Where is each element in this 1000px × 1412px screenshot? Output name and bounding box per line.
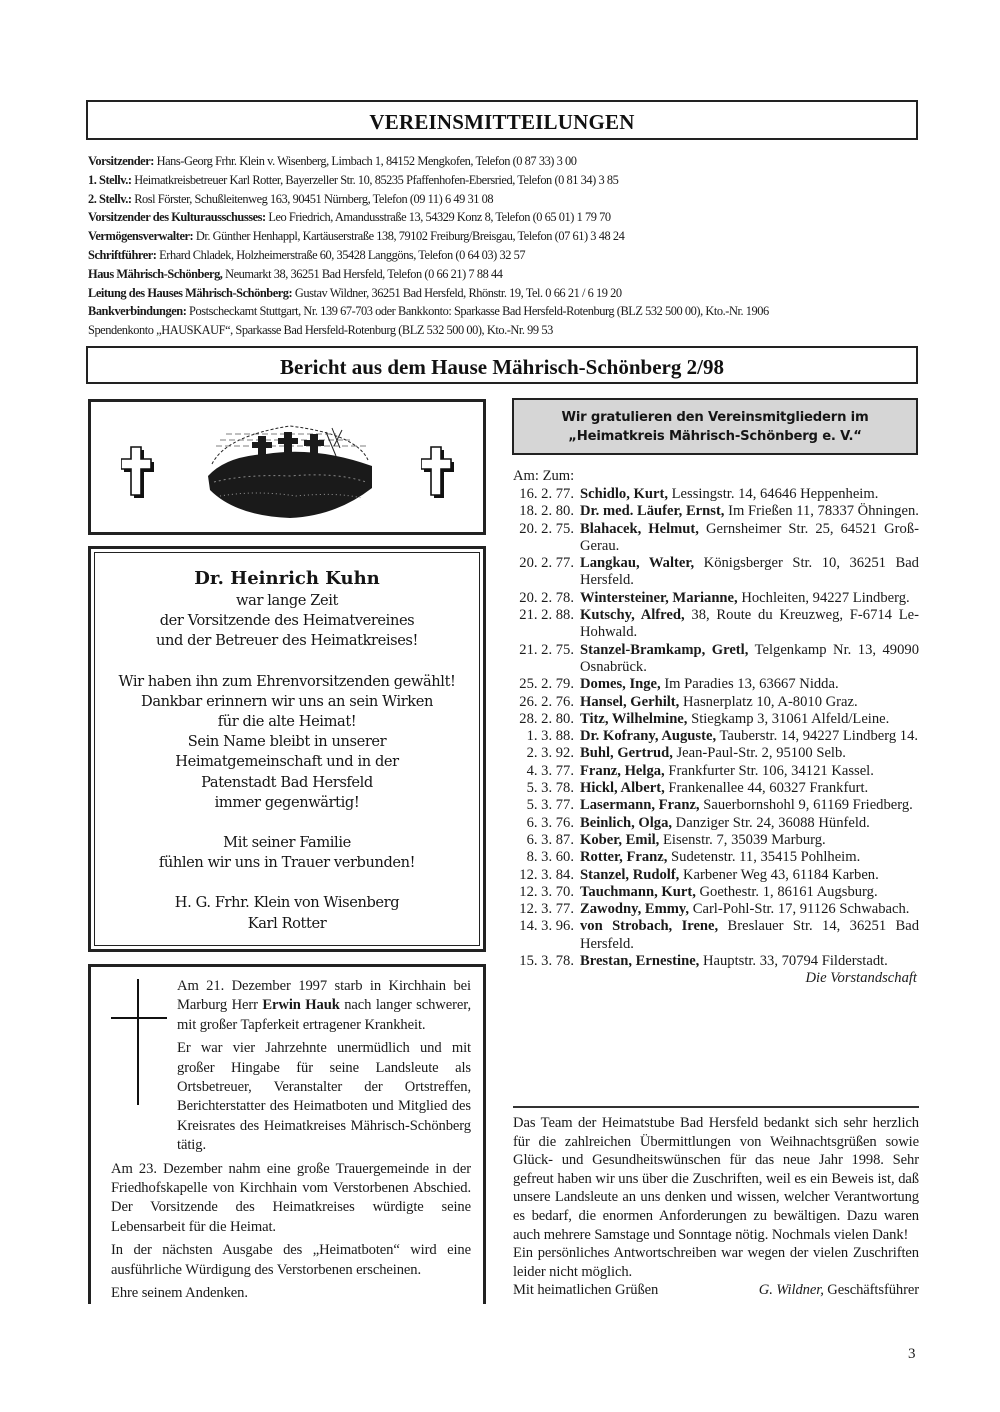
entry-date: 16. 2. 77. bbox=[519, 486, 574, 502]
obituary-line: Sein Name bleibt in unserer bbox=[187, 733, 387, 751]
entry-name: Blahacek, Helmut, bbox=[580, 520, 699, 537]
thanks-paragraph: Das Team der Heimatstube Bad Hersfeld bedankt sich sehr herzlich für die zahlreichen Übermittlungen von Weihnachtsgrüßen sowie Glück- und Gesundheitswünschen für das neue Jahr 1998. Sehr gefreut haben wir uns über die Zuschriften, weil es ein Beweis ist, daß unsere Landsleute an uns denken und wissen, welcher Verantwortung es bedarf, die enormen Anforderungen zu bewältigen. Dazu waren auch mehrere Samstage und Sonntage nötig. Nochmals vielen Dank! bbox=[513, 1115, 919, 1243]
entry-address: Goethestr. 1, 86161 Augsburg. bbox=[695, 883, 878, 900]
entry-name: Dr. med. Läufer, Ernst, bbox=[580, 503, 725, 520]
list-header: Am: Zum: bbox=[513, 468, 575, 484]
entry-address: Frankenallee 44, 60327 Frankfurt. bbox=[664, 780, 869, 797]
signer-role: Geschäftsführer bbox=[823, 1282, 919, 1299]
list-item bbox=[513, 503, 919, 520]
entry-address: Eisenstr. 7, 35039 Marburg. bbox=[659, 831, 826, 848]
entry-name: von Strobach, Irene, bbox=[580, 918, 719, 935]
thanks-closing-row bbox=[513, 1281, 919, 1300]
entry-name: Stanzel-Bramkamp, Gretl, bbox=[580, 641, 749, 658]
mourning-header-box bbox=[88, 399, 486, 535]
entry-address: Im Paradies 13, 63667 Nidda. bbox=[660, 676, 839, 693]
obituary-line: war lange Zeit bbox=[236, 592, 338, 609]
list-item bbox=[513, 590, 919, 607]
list-item bbox=[513, 832, 919, 849]
entry-address: Jean-Paul-Str. 2, 95100 Selb. bbox=[672, 745, 846, 762]
obituary-line: der Vorsitzende des Heimatvereines bbox=[159, 612, 415, 630]
entry-address: 38, Route du Kreuzweg, F-6714 Le-Hohwald. bbox=[580, 607, 919, 641]
cross-icon bbox=[421, 446, 455, 500]
contact-row bbox=[88, 321, 928, 340]
entry-name: Beinlich, Olga, bbox=[580, 814, 673, 831]
entry-name: Kober, Emil, bbox=[580, 831, 660, 848]
contact-text: Neumarkt 38, 36251 Bad Hersfeld, Telefon (0 66 21) 7 88 44 bbox=[222, 266, 503, 281]
congrats-signature: Die Vorstandschaft bbox=[805, 970, 917, 987]
entry-address: Frankfurter Str. 106, 34121 Kassel. bbox=[664, 762, 874, 779]
contact-label: 2. Stellv.: bbox=[88, 191, 132, 206]
entry-address: Stiegkamp 3, 31061 Alfeld/Leine. bbox=[687, 710, 890, 727]
contact-text: Hans-Georg Frhr. Klein v. Wisenberg, Limbach 1, 84152 Mengkofen, Telefon (0 87 33) 3 00 bbox=[153, 154, 577, 168]
entry-name: Kutschy, Alfred, bbox=[580, 607, 685, 624]
list-item bbox=[513, 694, 919, 711]
entry-date: 5. 3. 78. bbox=[526, 780, 574, 797]
text: Am 21. Dezember 1997 starb in Kirchhain bei Marburg Herr bbox=[177, 978, 471, 1014]
list-item bbox=[513, 676, 919, 693]
entry-address: Sudetenstr. 11, 35415 Pohlheim. bbox=[667, 849, 861, 866]
obituary-line: Patenstadt Bad Hersfeld bbox=[201, 773, 373, 791]
entry-date: 25. 2. 79. bbox=[519, 676, 574, 693]
contact-text: Spendenkonto „HAUSKAUF“, Sparkasse Bad Hersfeld-Rotenburg (BLZ 532 500 00), Kto.-Nr. 99 53 bbox=[88, 323, 553, 338]
entry-date: 6. 3. 87. bbox=[526, 831, 574, 848]
entry-address: Carl-Pohl-Str. 17, 91126 Schwabach. bbox=[689, 901, 910, 918]
section-divider bbox=[513, 1106, 919, 1108]
entry-date: 12. 3. 77. bbox=[519, 901, 574, 918]
obituary-line: immer gegenwärtig! bbox=[214, 793, 360, 811]
entry-name: Tauchmann, Kurt, bbox=[580, 883, 696, 900]
entry-date: 28. 2. 80. bbox=[519, 710, 574, 727]
contact-row bbox=[88, 227, 928, 246]
entry-date: 20. 2. 78. bbox=[519, 589, 574, 606]
entry-name: Rotter, Franz, bbox=[580, 849, 668, 866]
entry-name: Schidlo, Kurt, bbox=[580, 486, 668, 502]
section-title-vereinsmitteilungen: VEREINSMITTEILUNGEN bbox=[86, 100, 918, 140]
obituary-line: Heimatgemeinschaft und in der bbox=[175, 753, 399, 771]
entry-date: 21. 2. 88. bbox=[519, 607, 574, 624]
contact-row bbox=[88, 284, 928, 303]
list-item bbox=[513, 815, 919, 832]
entry-date: 20. 2. 77. bbox=[519, 555, 574, 572]
list-item bbox=[513, 780, 919, 797]
obituary-line: Mit seiner Familie bbox=[223, 834, 351, 852]
entry-name: Titz, Wilhelmine, bbox=[580, 710, 688, 727]
entry-name: Zawodny, Emmy, bbox=[580, 901, 690, 918]
list-item bbox=[513, 884, 919, 901]
obituary-signer: Karl Rotter bbox=[247, 914, 327, 932]
entry-address: Breslauer Str. 14, 36251 Bad Hersfeld. bbox=[580, 918, 919, 952]
entry-date: 14. 3. 96. bbox=[519, 918, 574, 935]
entry-address: Karbener Weg 43, 61184 Karben. bbox=[679, 866, 879, 883]
list-item bbox=[513, 953, 919, 970]
list-item bbox=[513, 918, 919, 953]
contact-text: Postscheckamt Stuttgart, Nr. 139 67-703 oder Bankkonto: Sparkasse Bad Hersfeld-Rotenburg (BLZ 532 500 00), Kto.-Nr. 1906 bbox=[186, 304, 769, 319]
contact-text: Rosl Förster, Schußleitenweg 163, 90451 Nürnberg, Telefon (09 11) 6 49 31 08 bbox=[131, 191, 494, 206]
entry-date: 2. 3. 92. bbox=[526, 745, 574, 762]
contact-row bbox=[88, 208, 928, 227]
text: nach langer schwerer, mit großer Tapferkeit ertragener Krankheit. bbox=[177, 997, 471, 1033]
entry-date: 1. 3. 88. bbox=[526, 728, 574, 745]
list-item bbox=[513, 763, 919, 780]
obituary-paragraph: Ehre seinem Andenken. bbox=[111, 1285, 248, 1302]
section-title-bericht: Bericht aus dem Hause Mährisch-Schönberg 2/98 bbox=[86, 346, 918, 384]
list-item bbox=[513, 901, 919, 918]
entry-date: 15. 3. 78. bbox=[519, 953, 574, 970]
obituary-hauk-box bbox=[88, 964, 486, 1304]
obituary-line: für die alte Heimat! bbox=[217, 713, 357, 731]
cross-icon bbox=[121, 446, 155, 500]
list-item bbox=[513, 728, 919, 745]
banner-line: Wir gratulieren den Vereinsmitgliedern im bbox=[561, 410, 869, 425]
entry-address: Telgenkamp Nr. 13, 49090 Osnabrück. bbox=[580, 641, 919, 675]
obituary-signer: H. G. Frhr. Klein von Wisenberg bbox=[174, 894, 400, 912]
graveyard-engraving-image bbox=[206, 416, 374, 520]
list-item bbox=[513, 849, 919, 866]
entry-address: Hochleiten, 94227 Lindberg. bbox=[737, 589, 910, 606]
entry-name: Hansel, Gerhilt, bbox=[580, 693, 680, 710]
entry-name: Domes, Inge, bbox=[580, 676, 661, 693]
obituary-paragraph: Am 23. Dezember nahm eine große Trauergemeinde in der Friedhofskapelle von Kirchhain vom Verstorbenen Abschied. Der Vorsitzende des Heimatkreises würdigte seine Lebensarbeit für die Heimat. bbox=[111, 1160, 471, 1235]
entry-address: Sauerbornshohl 9, 61169 Friedberg. bbox=[699, 797, 913, 814]
entry-name: Brestan, Ernestine, bbox=[580, 953, 700, 970]
contact-row bbox=[88, 152, 928, 171]
contact-text: Dr. Günther Henhappl, Kartäuserstraße 138, 79102 Freiburg/Breisgau, Telefon (07 61) 3 48 24 bbox=[193, 229, 625, 244]
entry-date: 4. 3. 77. bbox=[526, 762, 574, 779]
entry-name: Franz, Helga, bbox=[580, 762, 665, 779]
contact-label: Vermögensverwalter: bbox=[88, 229, 194, 244]
contact-label: Schriftführer: bbox=[88, 247, 157, 262]
banner-line: „Heimatkreis Mährisch-Schönberg e. V.“ bbox=[568, 429, 862, 444]
entry-date: 5. 3. 77. bbox=[526, 797, 574, 814]
entry-address: Lessingstr. 14, 64646 Heppenheim. bbox=[667, 486, 879, 502]
obituary-line: fühlen wir uns in Trauer verbunden! bbox=[158, 854, 416, 872]
list-item bbox=[513, 642, 919, 677]
closing-phrase: Mit heimatlichen Grüßen bbox=[513, 1282, 659, 1299]
contact-row bbox=[88, 246, 928, 265]
contact-text: Gustav Wildner, 36251 Bad Hersfeld, Rhönstr. 19, Tel. 0 66 21 / 6 19 20 bbox=[292, 285, 622, 300]
entry-address: Im Frießen 11, 78337 Öhningen. bbox=[724, 503, 919, 520]
entry-name: Hickl, Albert, bbox=[580, 780, 665, 797]
entry-date: 12. 3. 84. bbox=[519, 866, 574, 883]
thanks-note bbox=[513, 1114, 919, 1300]
list-item bbox=[513, 607, 919, 642]
contact-row bbox=[88, 302, 928, 321]
contact-label: 1. Stellv.: bbox=[88, 172, 132, 187]
contact-text: Heimatkreisbetreuer Karl Rotter, Bayerzeller Str. 10, 85235 Pfaffenhofen-Ebersried, Telefon (0 81 34) 3 85 bbox=[131, 172, 619, 187]
obituary-hauk-text bbox=[111, 977, 471, 1308]
congrats-banner bbox=[512, 398, 918, 455]
obituary-name: Dr. Heinrich Kuhn bbox=[194, 568, 380, 589]
entry-date: 8. 3. 60. bbox=[526, 849, 574, 866]
contact-label: Haus Mährisch-Schönberg, bbox=[88, 266, 223, 281]
obituary-line: und der Betreuer des Heimatkreises! bbox=[155, 632, 418, 650]
contact-row bbox=[88, 265, 928, 284]
obituary-paragraph: Er war vier Jahrzehnte unermüdlich und mit großer Hingabe für seine Landsleute als Ortsbetreuer, Veranstalter der Ortstreffen, Berichterstatter des Heimatboten und Mitglied des Kreisrates des Heimatkreises Mährisch-Schönberg tätig. bbox=[177, 1040, 471, 1154]
list-item bbox=[513, 711, 919, 728]
list-item bbox=[513, 867, 919, 884]
list-item bbox=[513, 521, 919, 556]
entry-date: 18. 2. 80. bbox=[519, 503, 574, 520]
birthday-list bbox=[513, 468, 919, 988]
entry-name: Buhl, Gertrud, bbox=[580, 745, 673, 762]
page-number: 3 bbox=[908, 1346, 916, 1362]
entry-address: Hasnerplatz 10, A-8010 Graz. bbox=[679, 693, 858, 710]
obituary-paragraph bbox=[111, 977, 471, 1035]
entry-name: Lasermann, Franz, bbox=[580, 797, 700, 814]
list-item bbox=[513, 486, 919, 503]
thanks-paragraph: Ein persönliches Antwortschreiben war wegen der vielen Zuschriften leider nicht möglich. bbox=[513, 1245, 919, 1280]
entry-name: Stanzel, Rudolf, bbox=[580, 866, 680, 883]
entry-name: Dr. Kofrany, Auguste, bbox=[580, 728, 717, 745]
contact-label: Vorsitzender des Kulturausschusses: bbox=[88, 210, 266, 225]
list-item bbox=[513, 797, 919, 814]
contact-label: Bankverbindungen: bbox=[88, 304, 187, 319]
entry-date: 26. 2. 76. bbox=[519, 693, 574, 710]
contact-row bbox=[88, 190, 928, 209]
entry-date: 6. 3. 76. bbox=[526, 814, 574, 831]
entry-address: Königsberger Str. 10, 36251 Bad Hersfeld. bbox=[580, 555, 919, 589]
obituary-line: Wir haben ihn zum Ehrenvorsitzenden gewählt! bbox=[118, 672, 456, 690]
entry-date: 21. 2. 75. bbox=[519, 641, 574, 658]
contacts-list bbox=[88, 152, 928, 340]
contact-row bbox=[88, 171, 928, 190]
signer bbox=[759, 1281, 919, 1300]
obituary-kuhn-content bbox=[94, 552, 480, 946]
obituary-paragraph: In der nächsten Ausgabe des „Heimatboten“ wird eine ausführliche Würdigung des Verstorbenen erscheinen. bbox=[111, 1242, 471, 1278]
entry-address: Hauptstr. 33, 70794 Filderstadt. bbox=[699, 953, 888, 970]
entry-name: Langkau, Walter, bbox=[580, 555, 695, 572]
entry-date: 20. 2. 75. bbox=[519, 520, 574, 537]
obituary-kuhn-box bbox=[88, 546, 486, 952]
list-item bbox=[513, 745, 919, 762]
entry-address: Tauberstr. 14, 94227 Lindberg 14. bbox=[716, 728, 919, 745]
signer-name: G. Wildner, bbox=[758, 1282, 824, 1299]
entry-address: Gernsheimer Str. 25, 64521 Groß-Gerau. bbox=[580, 520, 919, 554]
contact-label: Vorsitzender: bbox=[88, 154, 154, 168]
obituary-line: Dankbar erinnern wir uns an sein Wirken bbox=[141, 692, 433, 710]
contact-label: Leitung des Hauses Mährisch-Schönberg: bbox=[88, 285, 293, 300]
contact-text: Erhard Chladek, Holzheimerstraße 60, 35428 Langgöns, Telefon (0 64 03) 32 57 bbox=[156, 247, 526, 262]
deceased-name: Erwin Hauk bbox=[262, 997, 340, 1014]
entry-address: Danziger Str. 24, 36088 Hünfeld. bbox=[672, 814, 870, 831]
list-item bbox=[513, 555, 919, 590]
entry-date: 12. 3. 70. bbox=[519, 883, 574, 900]
contact-text: Leo Friedrich, Amandusstraße 13, 54329 Konz 8, Telefon (0 65 01) 1 79 70 bbox=[265, 210, 611, 225]
entry-name: Wintersteiner, Marianne, bbox=[580, 589, 738, 606]
